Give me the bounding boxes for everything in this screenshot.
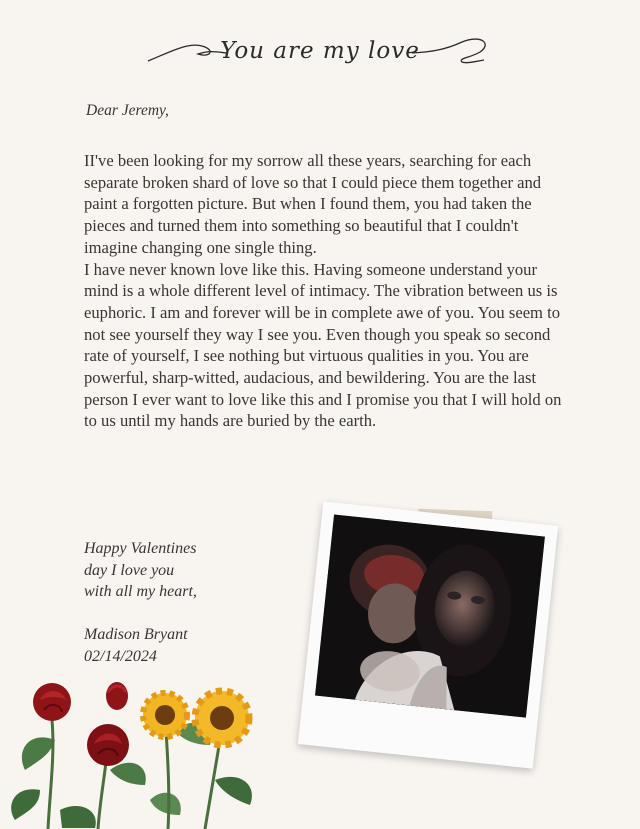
photo-image [315, 515, 545, 718]
letter-title: You are my love [220, 38, 420, 64]
polaroid-frame [298, 501, 558, 768]
signature: Madison Bryant [84, 626, 188, 643]
closing-line: day I love you [84, 561, 175, 579]
rose-icon [33, 682, 129, 766]
closing-block [84, 538, 284, 667]
closing-spacer [84, 603, 284, 625]
letter-header [140, 28, 500, 78]
salutation: Dear Jeremy, [86, 102, 169, 119]
couple-photo [315, 515, 545, 718]
letter-date: 02/14/2024 [84, 647, 157, 665]
letter-body: II've been looking for my sorrow all these years, searching for each separate broken shard of love so that I could piece them together and paint a forgotten picture. But when I found them, you had taken the pieces and turned them into something so beautiful that I couldn't imagine changing one single thing. I have never known love like this. Having someone understand your mind is a whole different level of intimacy. The vibration between us is euphoric. I am and forever will be in complete awe of you. You seem to not see yourself they way I see you. Even though you speak so second rate of yourself, I see nothing but virtuous qualities in you. You are powerful, sharp-witted, audacious, and bewildering. You are the last person I ever want to love like this and I promise you that I will hold on to us until my hands are buried by the earth. [84, 151, 562, 431]
closing-line: Happy Valentines [84, 540, 197, 557]
flowers-decoration [0, 660, 280, 829]
closing-line: with all my heart, [84, 583, 197, 600]
